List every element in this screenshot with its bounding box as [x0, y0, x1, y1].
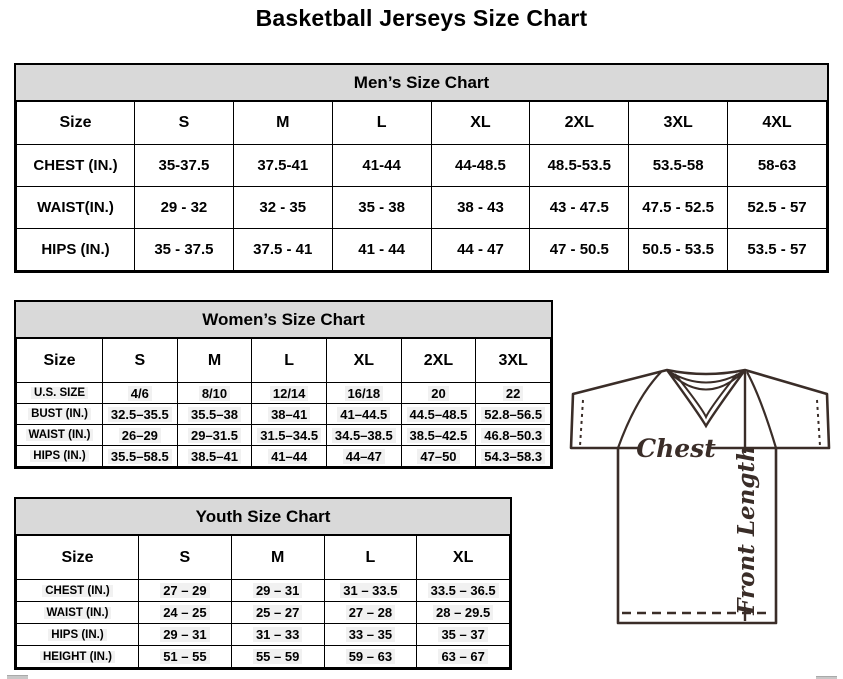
value-cell-text: 38.5–42.5 [407, 428, 471, 443]
mens-chart-title: Men’s Size Chart [16, 65, 827, 101]
value-cell [252, 425, 327, 446]
value-cell [629, 229, 728, 271]
row-label [17, 602, 139, 624]
measurement-row [17, 425, 551, 446]
value-cell [139, 646, 232, 668]
value-cell-text: 47–50 [417, 449, 459, 464]
value-cell-text: 41-44 [362, 157, 401, 174]
value-cell [476, 425, 551, 446]
jersey-measurement-diagram [556, 360, 843, 666]
size-column-header [417, 536, 510, 580]
value-cell [326, 383, 401, 404]
value-cell-text: 31 – 33 [253, 627, 302, 642]
value-cell-text: 44–47 [343, 449, 385, 464]
value-cell [530, 145, 629, 187]
size-column-header [233, 102, 332, 145]
value-cell [177, 446, 252, 467]
value-cell [139, 580, 232, 602]
row-label-text: CHEST (IN.) [42, 585, 113, 597]
value-cell-text: 32 - 35 [259, 199, 307, 216]
value-cell-text: 26–29 [119, 428, 161, 443]
value-cell [476, 404, 551, 425]
row-label [17, 580, 139, 602]
value-cell-text: 37.5 - 41 [253, 241, 313, 258]
size-column-header [728, 102, 827, 145]
value-cell-text: 59 – 63 [346, 649, 395, 664]
value-cell [417, 646, 510, 668]
measurement-row [17, 404, 551, 425]
value-cell-text: 35.5–58.5 [108, 449, 172, 464]
row-label [17, 425, 103, 446]
value-cell [135, 187, 234, 229]
value-cell-text: 44.5–48.5 [407, 407, 471, 422]
mens-size-chart [14, 63, 829, 273]
value-cell [231, 646, 324, 668]
value-cell [324, 602, 417, 624]
row-label [17, 187, 135, 229]
value-cell [431, 229, 530, 271]
row-label-text: BUST (IN.) [28, 408, 91, 420]
value-cell [177, 425, 252, 446]
size-column-header-text: 3XL [663, 114, 693, 131]
value-cell-text: 47 - 50.5 [549, 241, 609, 258]
value-cell [431, 187, 530, 229]
value-cell [417, 580, 510, 602]
value-cell-text: 35 - 37.5 [154, 241, 214, 258]
value-cell-text: 44-48.5 [455, 157, 506, 174]
value-cell [252, 404, 327, 425]
youth-chart-title: Youth Size Chart [16, 499, 510, 535]
size-column-header-text: XL [452, 548, 474, 566]
value-cell [103, 425, 178, 446]
value-cell [417, 602, 510, 624]
value-cell-text: 51 – 55 [160, 649, 209, 664]
value-cell-text: 33.5 – 36.5 [428, 583, 499, 598]
value-cell-text: 55 – 59 [253, 649, 302, 664]
value-cell [139, 602, 232, 624]
value-cell-text: 32.5–35.5 [108, 407, 172, 422]
measurement-row [17, 145, 827, 187]
value-cell-text: 35-37.5 [158, 157, 210, 174]
value-cell [431, 145, 530, 187]
value-cell [530, 229, 629, 271]
value-cell-text: 53.5 - 57 [747, 241, 807, 258]
column-header-row [17, 102, 827, 145]
value-cell-text: 44 - 47 [457, 241, 504, 258]
value-cell [103, 383, 178, 404]
size-corner-header [17, 536, 139, 580]
row-label [17, 624, 139, 646]
value-cell-text: 31.5–34.5 [257, 428, 321, 443]
value-cell-text: 46.8–50.3 [481, 428, 545, 443]
value-cell-text: 16/18 [345, 386, 384, 401]
size-column-header-text: L [376, 114, 387, 131]
value-cell [135, 145, 234, 187]
value-cell-text: 29 – 31 [253, 583, 302, 598]
value-cell [332, 187, 431, 229]
row-label-text: HEIGHT (IN.) [40, 651, 115, 663]
value-cell [401, 425, 476, 446]
value-cell-text: 34.5–38.5 [332, 428, 396, 443]
size-column-header [326, 339, 401, 383]
value-cell-text: 37.5-41 [257, 157, 309, 174]
value-cell-text: 29–31.5 [188, 428, 241, 443]
value-cell [476, 446, 551, 467]
row-label [17, 446, 103, 467]
value-cell [417, 624, 510, 646]
size-column-header [252, 339, 327, 383]
value-cell-text: 52.5 - 57 [747, 199, 807, 216]
row-label-text: WAIST (IN.) [26, 429, 94, 441]
size-column-header-text: 2XL [423, 351, 454, 369]
womens-table [16, 338, 551, 467]
value-cell [252, 446, 327, 467]
mens-table [16, 101, 827, 271]
value-cell-text: 52.8–56.5 [481, 407, 545, 422]
value-cell-text: 38.5–41 [188, 449, 241, 464]
value-cell-text: 12/14 [270, 386, 309, 401]
value-cell [326, 404, 401, 425]
value-cell [139, 624, 232, 646]
value-cell-text: 53.5-58 [652, 157, 704, 174]
size-corner-header-text: Size [59, 114, 92, 131]
row-label-text: CHEST (IN.) [33, 157, 118, 174]
row-label-text: WAIST (IN.) [44, 607, 112, 619]
size-column-header-text: S [179, 548, 191, 566]
size-column-header-text: XL [353, 351, 375, 369]
value-cell-text: 27 – 29 [160, 583, 209, 598]
value-cell [332, 229, 431, 271]
row-label [17, 145, 135, 187]
value-cell-text: 24 – 25 [160, 605, 209, 620]
size-column-header [103, 339, 178, 383]
row-label-text: WAIST(IN.) [37, 199, 114, 216]
value-cell [103, 446, 178, 467]
size-column-header [231, 536, 324, 580]
measurement-row [17, 383, 551, 404]
size-corner-header-text: Size [61, 548, 94, 566]
value-cell [401, 446, 476, 467]
page-title: Basketball Jerseys Size Chart [255, 5, 588, 31]
front-length-label: Front Length [733, 445, 760, 615]
size-column-header [476, 339, 551, 383]
size-corner-header [17, 339, 103, 383]
value-cell [332, 145, 431, 187]
value-cell-text: 38 - 43 [457, 199, 504, 216]
value-cell [401, 383, 476, 404]
row-label-text: U.S. SIZE [31, 387, 88, 399]
row-label [17, 229, 135, 271]
value-cell [326, 425, 401, 446]
size-column-header [177, 339, 252, 383]
value-cell [324, 580, 417, 602]
value-cell-text: 33 – 35 [346, 627, 395, 642]
measurement-row [17, 624, 510, 646]
value-cell [252, 383, 327, 404]
value-cell-text: 35 – 37 [438, 627, 487, 642]
value-cell [233, 229, 332, 271]
value-cell-text: 35 - 38 [358, 199, 405, 216]
value-cell-text: 50.5 - 53.5 [642, 241, 714, 258]
size-column-header [431, 102, 530, 145]
size-column-header-text: 2XL [564, 114, 594, 131]
womens-size-chart [14, 300, 553, 469]
size-column-header [139, 536, 232, 580]
size-column-header-text: S [178, 114, 190, 131]
value-cell-text: 41–44 [268, 449, 310, 464]
value-cell [530, 187, 629, 229]
value-cell-text: 41–44.5 [337, 407, 390, 422]
value-cell-text: 27 – 28 [346, 605, 395, 620]
size-corner-header [17, 102, 135, 145]
row-label-text: HIPS (IN.) [41, 241, 110, 258]
value-cell [629, 187, 728, 229]
row-label-text: HIPS (IN.) [48, 629, 106, 641]
measurement-row [17, 187, 827, 229]
row-label-text: HIPS (IN.) [30, 450, 88, 462]
value-cell [324, 646, 417, 668]
measurement-row [17, 646, 510, 668]
value-cell [324, 624, 417, 646]
size-column-header-text: 3XL [498, 351, 528, 369]
value-cell [231, 580, 324, 602]
value-cell [135, 229, 234, 271]
value-cell-text: 63 – 67 [438, 649, 487, 664]
size-column-header [332, 102, 431, 145]
value-cell-text: 58-63 [757, 157, 797, 174]
value-cell-text: 8/10 [199, 386, 230, 401]
value-cell [177, 383, 252, 404]
womens-chart-title: Women’s Size Chart [16, 302, 551, 338]
value-cell [231, 624, 324, 646]
value-cell-text: 41 - 44 [358, 241, 405, 258]
value-cell-text: 43 - 47.5 [549, 199, 609, 216]
value-cell [177, 404, 252, 425]
row-label [17, 404, 103, 425]
value-cell [233, 187, 332, 229]
value-cell-text: 29 – 31 [160, 627, 209, 642]
measurement-row [17, 446, 551, 467]
size-column-header [324, 536, 417, 580]
value-cell [476, 383, 551, 404]
measurement-row [17, 580, 510, 602]
value-cell-text: 31 – 33.5 [340, 583, 400, 598]
size-column-header [629, 102, 728, 145]
value-cell-text: 48.5-53.5 [547, 157, 611, 174]
value-cell [629, 145, 728, 187]
value-cell-text: 54.3–58.3 [481, 449, 545, 464]
row-label [17, 646, 139, 668]
youth-size-chart [14, 497, 512, 670]
size-column-header-text: M [270, 548, 285, 566]
value-cell-text: 25 – 27 [253, 605, 302, 620]
size-column-header-text: L [284, 351, 295, 369]
size-column-header [530, 102, 629, 145]
row-label [17, 383, 103, 404]
youth-table [16, 535, 510, 668]
size-column-header-text: M [207, 351, 222, 369]
value-cell-text: 4/6 [128, 386, 152, 401]
value-cell [728, 229, 827, 271]
value-cell [728, 145, 827, 187]
size-column-header-text: L [365, 548, 376, 566]
value-cell [401, 404, 476, 425]
value-cell-text: 20 [428, 386, 448, 401]
value-cell-text: 22 [503, 386, 523, 401]
chest-label: Chest [636, 434, 716, 463]
size-column-header-text: S [134, 351, 146, 369]
value-cell [231, 602, 324, 624]
selection-handle-fragment-left [7, 675, 28, 679]
size-corner-header-text: Size [43, 351, 76, 369]
value-cell [326, 446, 401, 467]
value-cell-text: 47.5 - 52.5 [642, 199, 714, 216]
size-column-header-text: XL [470, 114, 491, 131]
size-column-header [401, 339, 476, 383]
value-cell [233, 145, 332, 187]
value-cell-text: 38–41 [268, 407, 310, 422]
column-header-row [17, 339, 551, 383]
column-header-row [17, 536, 510, 580]
value-cell-text: 28 – 29.5 [433, 605, 493, 620]
size-column-header [135, 102, 234, 145]
value-cell-text: 35.5–38 [188, 407, 241, 422]
size-column-header-text: 4XL [762, 114, 792, 131]
measurement-row [17, 229, 827, 271]
measurement-row [17, 602, 510, 624]
value-cell [103, 404, 178, 425]
value-cell-text: 29 - 32 [160, 199, 208, 216]
value-cell [728, 187, 827, 229]
size-column-header-text: M [276, 114, 290, 131]
